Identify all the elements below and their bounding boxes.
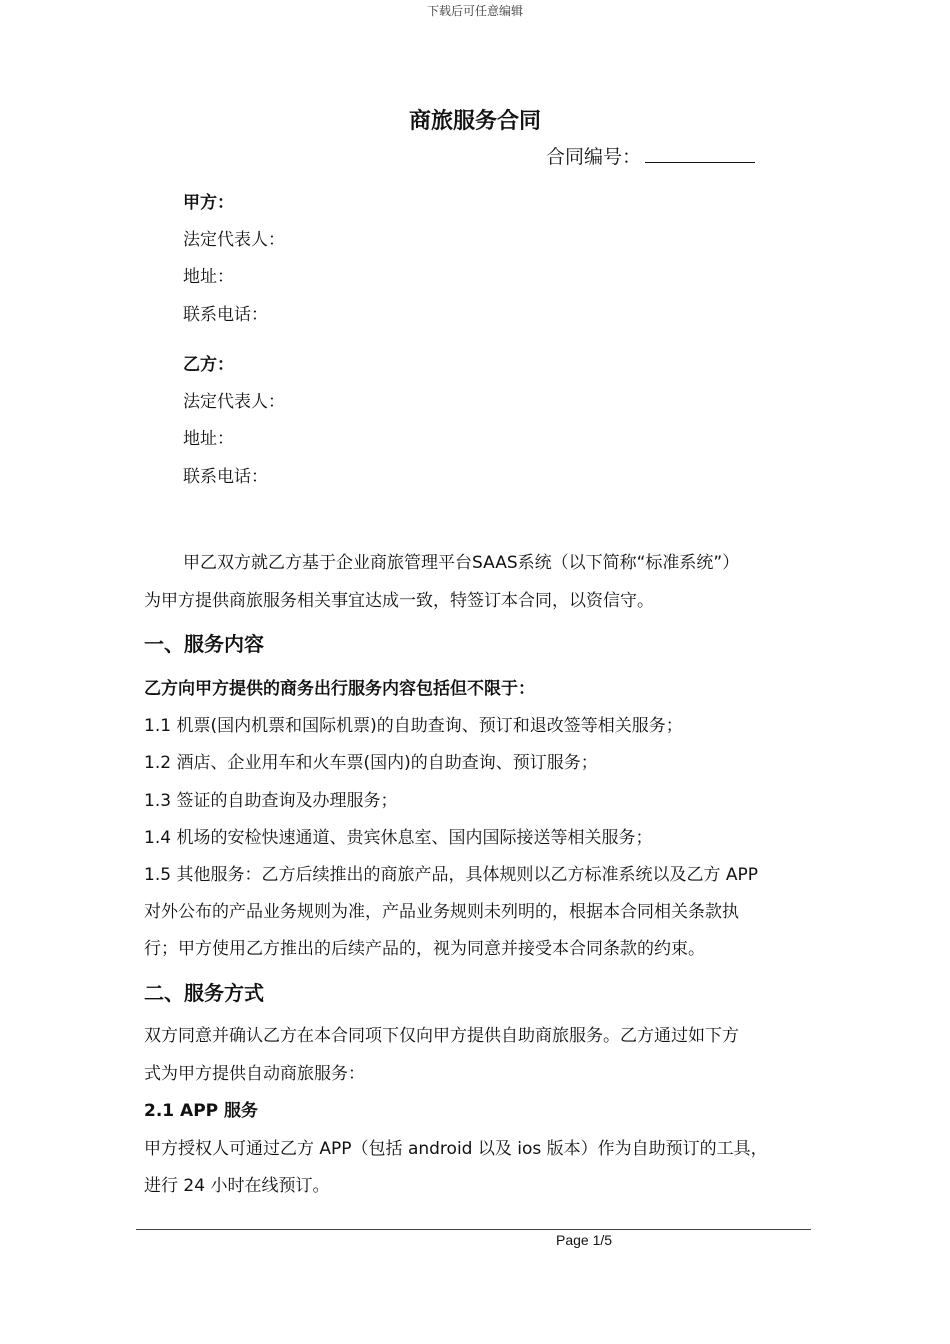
contract-number-blank (645, 144, 755, 163)
intro-line-2: 为甲方提供商旅服务相关事宜达成一致，特签订本合同，以资信守。 (144, 591, 654, 611)
party-a-label: 甲方： (183, 193, 234, 213)
section-2-1-line-2: 进行 24 小时在线预订。 (144, 1176, 330, 1196)
party-a-phone: 联系电话： (183, 305, 268, 325)
section-1-item: 对外公布的产品业务规则为准，产品业务规则未列明的，根据本合同相关条款执 (144, 902, 739, 922)
section-2-1-line-1: 甲方授权人可通过乙方 APP（包括 android 以及 ios 版本）作为自助预订的工具， (144, 1139, 768, 1159)
section-2-para-line-2: 式为甲方提供自动商旅服务： (144, 1064, 365, 1084)
section-2-para-line-1: 双方同意并确认乙方在本合同项下仅向甲方提供自助商旅服务。乙方通过如下方 (144, 1026, 739, 1046)
section-1-item: 1.5 其他服务：乙方后续推出的商旅产品，具体规则以乙方标准系统以及乙方 APP (144, 865, 758, 885)
section-1-item: 1.3 签证的自助查询及办理服务； (144, 791, 398, 811)
contract-number-label: 合同编号： (546, 146, 642, 168)
section-1-item: 1.1 机票(国内机票和国际机票)的自助查询、预订和退改签等相关服务； (144, 716, 683, 736)
section-1-item: 行；甲方使用乙方推出的后续产品的，视为同意并接受本合同条款的约束。 (144, 939, 705, 959)
party-b-phone: 联系电话： (183, 467, 268, 487)
party-b-addr: 地址： (183, 429, 234, 449)
section-2-1-heading: 2.1 APP 服务 (144, 1101, 259, 1121)
section-1-item: 1.4 机场的安检快速通道、贵宾休息室、国内国际接送等相关服务； (144, 828, 653, 848)
party-b-rep: 法定代表人： (183, 392, 285, 412)
contract-number (546, 142, 755, 169)
section-1-subheading: 乙方向甲方提供的商务出行服务内容包括但不限于： (144, 679, 535, 699)
section-1-item: 1.2 酒店、企业用车和火车票(国内)的自助查询、预订服务； (144, 753, 598, 773)
document-title: 商旅服务合同 (408, 109, 541, 134)
party-b-label: 乙方： (183, 355, 234, 375)
footer-rule (136, 1229, 811, 1230)
section-2-heading: 二、服务方式 (144, 981, 264, 1005)
page-header-note: 下载后可任意编辑 (426, 4, 523, 18)
party-a-addr: 地址： (183, 267, 234, 287)
party-a-rep: 法定代表人： (183, 230, 285, 250)
intro-line-1: 甲乙双方就乙方基于企业商旅管理平台SAAS系统（以下简称“标准系统”） (183, 553, 740, 573)
page-number: Page 1/5 (556, 1232, 613, 1248)
section-1-heading: 一、服务内容 (144, 632, 264, 656)
